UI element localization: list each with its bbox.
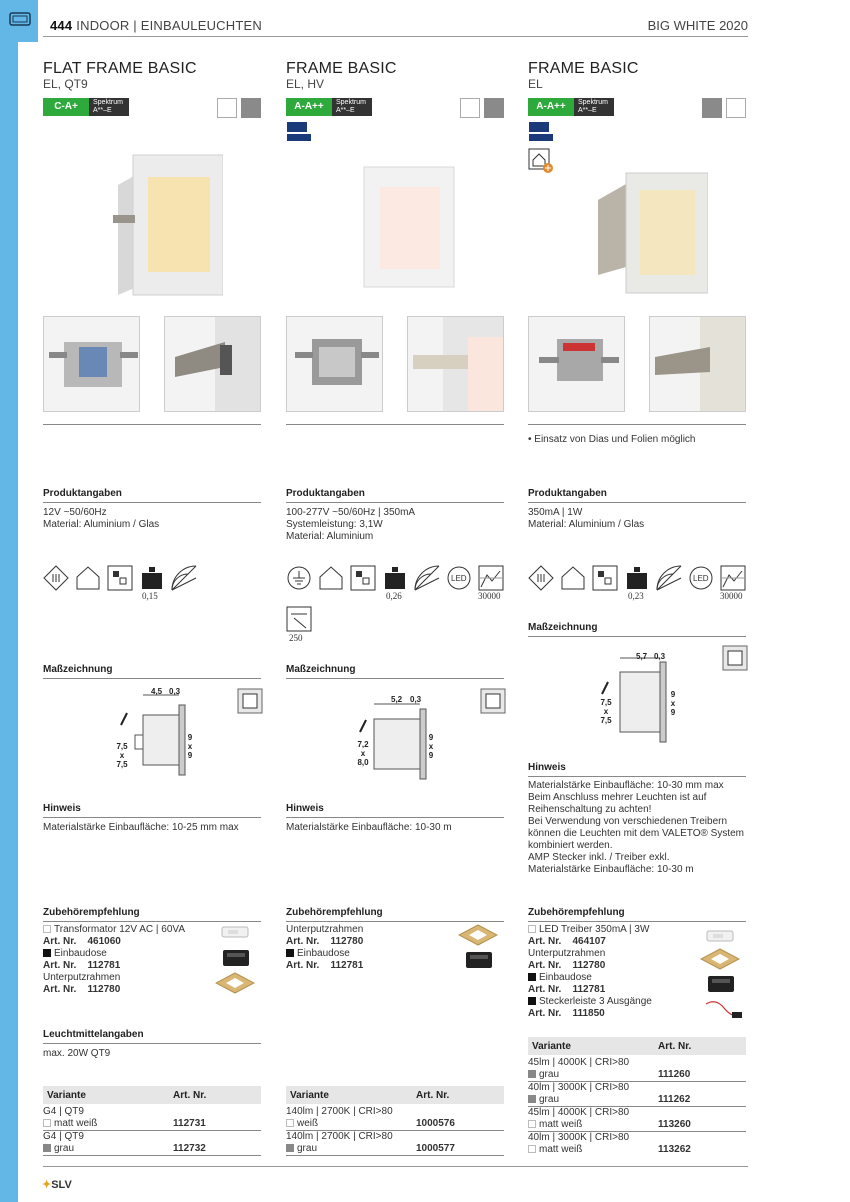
color-swatch-white[interactable] — [726, 98, 746, 118]
detail-photo-clip — [164, 316, 261, 412]
dim-frame: 0,3 — [410, 695, 422, 704]
color-swatch-grey[interactable] — [702, 98, 722, 118]
lumen-maintenance-icon — [478, 565, 504, 591]
divider — [528, 424, 746, 425]
dim-outer: 9 x 9 — [670, 690, 676, 717]
dim-depth: 4,5 — [151, 687, 163, 696]
swatch — [43, 1144, 51, 1152]
mounting-icon — [592, 565, 618, 591]
accessory-item[interactable]: Einbaudose Art. Nr. 112781 — [43, 948, 121, 971]
lumen-maintenance-icon — [720, 565, 746, 591]
variant-table-header: Variante Art. Nr. — [43, 1086, 261, 1104]
color-swatch-white[interactable] — [217, 98, 237, 118]
led-inside-icon — [286, 121, 312, 143]
swatch — [286, 1119, 294, 1127]
swatch — [286, 949, 294, 957]
swatch — [528, 925, 536, 933]
product-subtitle: EL, QT9 — [43, 77, 88, 91]
dim-outer: 9 x 9 — [428, 733, 434, 760]
page-number: 444 — [50, 18, 73, 33]
house-icon — [560, 565, 586, 591]
dim-outer: 9 x 9 — [187, 733, 193, 760]
swatch — [286, 1144, 294, 1152]
produktangaben-heading: Produktangaben — [43, 488, 122, 499]
variant-row[interactable]: G4 | QT9 matt weiß 112731 — [43, 1106, 206, 1129]
einbaudose-photo — [704, 972, 738, 996]
product-title: FLAT FRAME BASIC — [43, 60, 197, 77]
product-photo — [598, 145, 708, 305]
svg-text:LED: LED — [451, 574, 467, 583]
footer-divider — [43, 1166, 748, 1167]
spec-line: 12V ~50/60Hz — [43, 507, 107, 518]
divider — [43, 424, 261, 425]
color-swatch-grey[interactable] — [484, 98, 504, 118]
dimension-drawing — [598, 650, 698, 750]
cutout-square-icon — [237, 688, 263, 714]
product-title: FRAME BASIC — [286, 60, 397, 77]
variant-row[interactable]: G4 | QT9 grau 112732 — [43, 1131, 206, 1154]
product-title: FRAME BASIC — [528, 60, 639, 77]
divider — [43, 678, 261, 679]
variant-table-header: Variante Art. Nr. — [286, 1086, 504, 1104]
mounting-icon — [350, 565, 376, 591]
energy-spektrum: Spektrum A**–E — [332, 98, 372, 116]
dim-depth: 5,7 — [636, 652, 648, 661]
swatch — [528, 973, 536, 981]
product-photo — [356, 145, 466, 305]
detail-photo-clip — [649, 316, 746, 412]
zubehoer-heading: Zubehörempfehlung — [286, 907, 383, 918]
divider — [286, 678, 504, 679]
cutout-square-icon — [722, 645, 748, 671]
hinweis-text: Materialstärke Einbaufläche: 10-30 mm max Beim Anschluss mehrer Leuchten ist auf Reihenschaltung zu achten! Bei Verwendung von verschiedenen Treibern können die Leuchten mit dem VALETO® System kombiniert werden. AMP Stecker inkl. / Treiber exkl. Materialstärke Einbaufläche: 10-30 m — [528, 780, 744, 875]
energy-class: A-A++ — [286, 98, 332, 116]
lifetime-hours: 30000 — [478, 591, 501, 601]
variant-row[interactable]: 45lm | 4000K | CRI>80 grau 111260 — [528, 1057, 691, 1080]
divider — [286, 817, 504, 818]
divider — [286, 921, 504, 922]
divider — [528, 636, 746, 637]
weight-icon — [139, 565, 165, 591]
spec-line: Material: Aluminium / Glas — [528, 519, 645, 530]
variant-table-header: Variante Art. Nr. — [528, 1037, 746, 1055]
accessory-item[interactable]: Unterputzrahmen Art. Nr. 112780 — [528, 948, 606, 971]
energy-spektrum: Spektrum A**–E — [89, 98, 129, 116]
mounting-icon — [107, 565, 133, 591]
variant-row[interactable]: 140lm | 2700K | CRI>80 grau 1000577 — [286, 1131, 455, 1154]
led-inside-icon — [528, 121, 554, 143]
beam-angle-icon — [656, 565, 682, 591]
swatch — [43, 1119, 51, 1127]
accessory-item[interactable]: Unterputzrahmen Art. Nr. 112780 — [43, 972, 121, 995]
color-swatch-white[interactable] — [460, 98, 480, 118]
spec-line: Material: Aluminium — [286, 531, 374, 542]
hinweis-text: Materialstärke Einbaufläche: 10-25 mm max — [43, 822, 239, 833]
symbol-row — [43, 565, 261, 601]
weight-value: 0,26 — [386, 591, 402, 601]
weight-icon — [382, 565, 408, 591]
divider — [43, 1043, 261, 1044]
divider — [286, 502, 504, 503]
energy-spektrum: Spektrum A**–E — [574, 98, 614, 116]
swatch — [528, 1120, 536, 1128]
energy-class: A-A++ — [528, 98, 574, 116]
dim-cutout: 7,2 x 8,0 — [357, 740, 369, 767]
dimension-drawing — [113, 685, 213, 785]
addon-module-icon — [528, 148, 554, 174]
product-column-frame-basic-el — [528, 0, 748, 1202]
accessory-item[interactable]: Einbaudose Art. Nr. 112781 — [528, 972, 606, 995]
beam-angle-icon — [171, 565, 197, 591]
distance-icon — [286, 606, 312, 632]
spec-line: 350mA | 1W — [528, 507, 583, 518]
led-driver-photo — [704, 926, 738, 946]
transformer-photo — [219, 922, 253, 942]
insulation-class-icon — [528, 565, 554, 591]
steckerleiste-photo — [704, 996, 744, 1022]
house-icon — [75, 565, 101, 591]
swatch — [528, 1070, 536, 1078]
detail-photo-back — [286, 316, 383, 412]
led-lifetime-icon — [688, 565, 714, 591]
masszeichnung-heading: Maßzeichnung — [43, 664, 113, 675]
led-lifetime-icon — [446, 565, 472, 591]
detail-photo-clip — [407, 316, 504, 412]
product-note: • Einsatz von Dias und Folien möglich — [528, 434, 696, 445]
energy-class: C-A+ — [43, 98, 89, 116]
catalog-section-icon — [9, 12, 31, 26]
divider — [528, 921, 746, 922]
spec-line: 100-277V ~50/60Hz | 350mA — [286, 507, 416, 518]
divider — [286, 424, 504, 425]
produktangaben-heading: Produktangaben — [528, 488, 607, 499]
dim-frame: 0,3 — [654, 652, 666, 661]
divider — [528, 776, 746, 777]
spec-line: Material: Aluminium / Glas — [43, 519, 160, 530]
spec-line: Systemleistung: 3,1W — [286, 519, 383, 530]
svg-text:LED: LED — [693, 574, 709, 583]
unterputzrahmen-photo — [458, 924, 498, 946]
hinweis-text: Materialstärke Einbaufläche: 10-30 m — [286, 822, 452, 833]
beam-angle-icon — [414, 565, 440, 591]
divider — [528, 502, 746, 503]
accessory-item[interactable]: Steckerleiste 3 Ausgänge Art. Nr. 111850 — [528, 996, 652, 1019]
cutout-square-icon — [480, 688, 506, 714]
masszeichnung-heading: Maßzeichnung — [528, 622, 598, 633]
variant-row[interactable]: 40lm | 3000K | CRI>80 matt weiß 113262 — [528, 1132, 691, 1155]
dim-cutout: 7,5 x 7,5 — [116, 742, 128, 769]
weight-icon — [624, 565, 650, 591]
hinweis-heading: Hinweis — [528, 762, 566, 773]
produktangaben-heading: Produktangaben — [286, 488, 365, 499]
product-subtitle: EL — [528, 77, 543, 91]
divider — [43, 817, 261, 818]
section-strip — [0, 42, 18, 1202]
accessory-item[interactable]: LED Treiber 350mA | 3W Art. Nr. 464107 — [528, 924, 650, 947]
energy-label — [286, 98, 372, 116]
accessory-item[interactable]: Transformator 12V AC | 60VA Art. Nr. 461060 — [43, 924, 185, 947]
masszeichnung-heading: Maßzeichnung — [286, 664, 356, 675]
variant-row[interactable]: 140lm | 2700K | CRI>80 weiß 1000576 — [286, 1106, 455, 1129]
insulation-class-icon — [43, 565, 69, 591]
swatch — [43, 949, 51, 957]
einbaudose-photo — [462, 948, 496, 972]
dim-depth: 5,2 — [391, 695, 403, 704]
hinweis-heading: Hinweis — [43, 803, 81, 814]
accessory-item[interactable]: Einbaudose Art. Nr. 112781 — [286, 948, 364, 971]
detail-photo-back — [528, 316, 625, 412]
zubehoer-heading: Zubehörempfehlung — [43, 907, 140, 918]
variant-row[interactable]: 40lm | 3000K | CRI>80 grau 111262 — [528, 1082, 691, 1105]
color-swatch-grey[interactable] — [241, 98, 261, 118]
dimension-drawing — [356, 694, 456, 794]
symbol-row — [528, 565, 746, 601]
leuchtmittel-text: max. 20W QT9 — [43, 1048, 111, 1059]
swatch — [528, 1145, 536, 1153]
house-icon — [318, 565, 344, 591]
dim-cutout: 7,5 x 7,5 — [600, 698, 612, 725]
swatch — [528, 997, 536, 1005]
distance-value: 250 — [289, 633, 303, 643]
section-title: INDOOR | EINBAULEUCHTEN — [76, 18, 262, 33]
weight-value: 0,15 — [142, 591, 158, 601]
detail-photo-back — [43, 316, 140, 412]
divider — [43, 502, 261, 503]
leuchtmittel-heading: Leuchtmittelangaben — [43, 1029, 144, 1040]
zubehoer-heading: Zubehörempfehlung — [528, 907, 625, 918]
brand-logo: ✦SLV — [42, 1179, 72, 1191]
energy-label — [528, 98, 614, 116]
swatch — [528, 1095, 536, 1103]
product-subtitle: EL, HV — [286, 77, 325, 91]
symbol-row — [286, 565, 504, 601]
hinweis-heading: Hinweis — [286, 803, 324, 814]
weight-value: 0,23 — [628, 591, 644, 601]
lifetime-hours: 30000 — [720, 591, 743, 601]
catalog-title: BIG WHITE 2020 — [647, 18, 748, 33]
accessory-item[interactable]: Unterputzrahmen Art. Nr. 112780 — [286, 924, 364, 947]
unterputzrahmen-photo — [700, 948, 740, 970]
product-column-flat-frame-basic — [43, 0, 263, 1202]
dim-frame: 0,3 — [169, 687, 181, 696]
product-photo — [113, 145, 223, 305]
unterputzrahmen-photo — [215, 972, 255, 994]
protective-earth-icon — [286, 565, 312, 591]
product-column-frame-basic-hv — [286, 0, 506, 1202]
energy-label — [43, 98, 129, 116]
swatch — [43, 925, 51, 933]
einbaudose-photo — [219, 946, 253, 970]
variant-row[interactable]: 45lm | 4000K | CRI>80 matt weiß 113260 — [528, 1107, 691, 1130]
